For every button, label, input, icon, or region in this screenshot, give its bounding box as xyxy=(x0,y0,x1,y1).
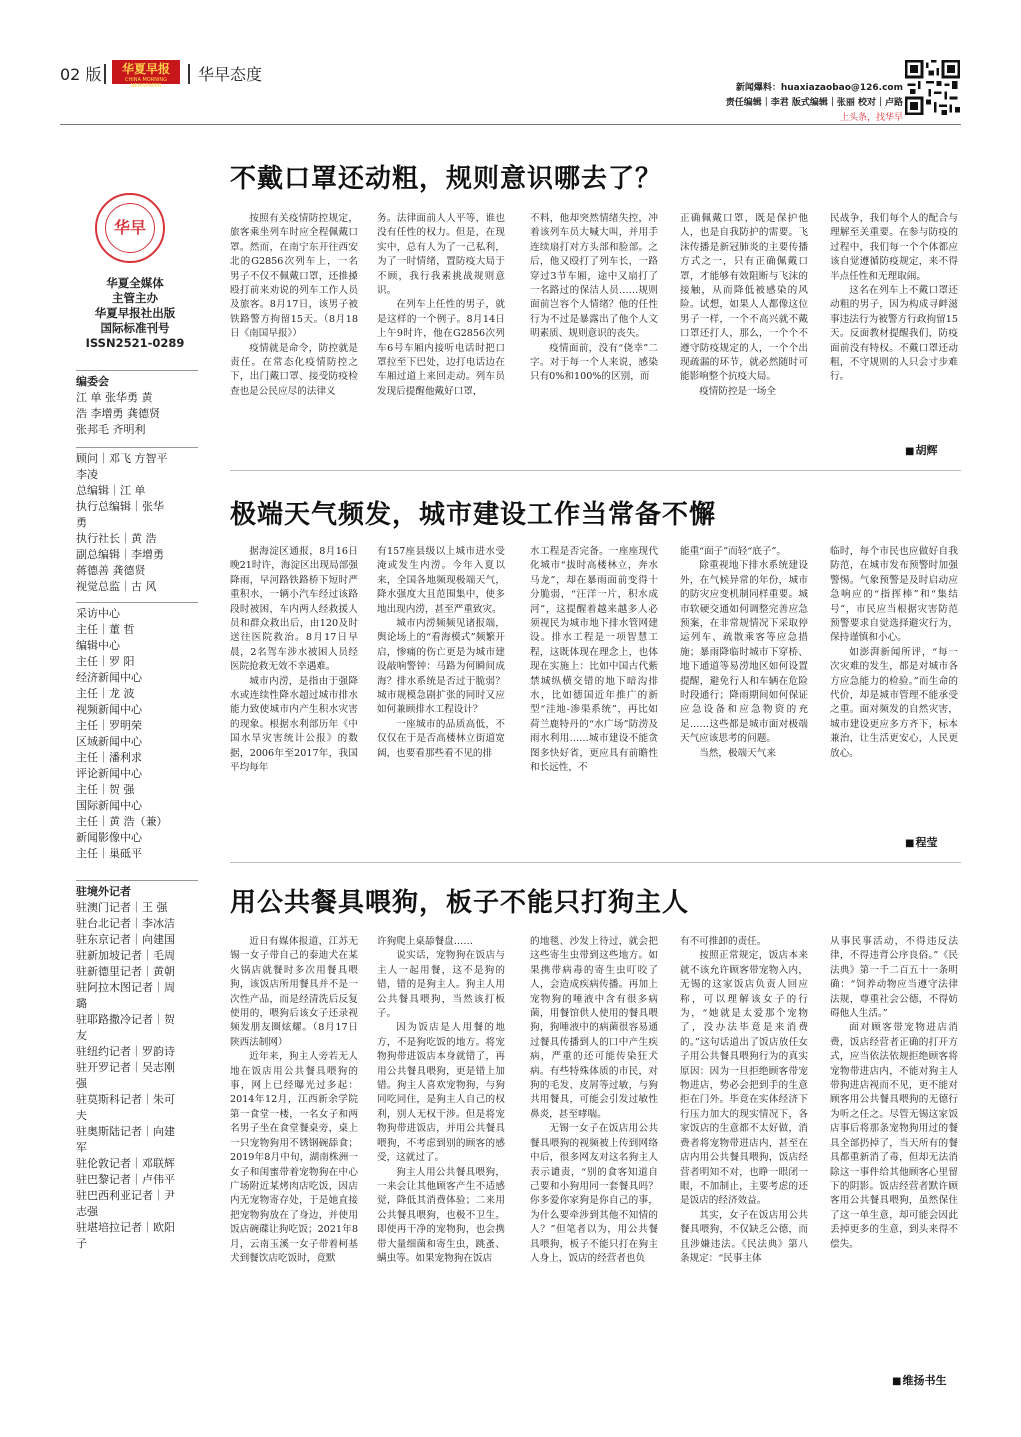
sidebar-line: 主任｜罗 阳 xyxy=(76,655,135,668)
sidebar-line: 勇 xyxy=(76,516,87,529)
sidebar-line: 驻新加坡记者｜毛周 xyxy=(76,949,175,962)
editors-line: 责任编辑｜李君 版式编辑｜张丽 校对｜卢路 xyxy=(725,98,903,108)
article-column xyxy=(377,212,505,462)
article-paragraph: 有157座县级以上城市进水受淹或发生内涝。今年入夏以来，全国各地频现极端天气，降水强度大且范围集中，使多地出现内涝，甚至严重致灾。 xyxy=(377,546,505,615)
sidebar-line: 顾问｜邓飞 方智平 xyxy=(76,452,168,465)
article-paragraph: 狗主人用公共餐具喂狗，一来会让其他顾客产生不适感觉，降低其消费体验；二来用公共餐具喂狗，也极不卫生。即使再干净的宠物狗，也会携带大量细菌和寄生虫，跳蚤、螨虫等。如果宠物狗在饭店 xyxy=(377,1166,505,1264)
sidebar-line: 采访中心 xyxy=(76,607,120,620)
article-paragraph: 有不可推卸的责任。 xyxy=(680,936,767,947)
article-paragraph: 从事民事活动，不得违反法律，不得违背公序良俗。”《民法典》第一千二百五十一条明确：“饲养动物应当遵守法律法规，尊重社会公德，不得妨碍他人生活。” xyxy=(830,936,958,1020)
article-author: ■ 胡辉 xyxy=(905,442,937,458)
article-paragraph: 城市内涝频频见诸报端，舆论场上的“看海模式”频繁开启，惨痛的伤亡更是为城市建设敲响警钟：马路为何瞬间成海？排水系统是否过于脆弱？城市规模急剧扩张的同时又应如何兼顾排水工程设计？ xyxy=(377,618,505,716)
sidebar-line: 驻堪培拉记者｜欧阳 xyxy=(76,1221,175,1234)
sidebar-line: 驻东京记者｜向建国 xyxy=(76,933,175,946)
sidebar-line: 浩 李增勇 龚德贤 xyxy=(76,407,160,420)
sidebar-line: 张邦毛 齐明利 xyxy=(76,423,146,436)
sidebar-divider xyxy=(76,602,198,603)
sidebar-line: 主任｜罗明荣 xyxy=(76,719,142,732)
overseas-reporters-list xyxy=(76,884,198,1252)
article-paragraph: 能重“面子”而轻“底子”。 xyxy=(680,546,786,557)
editorial-board xyxy=(76,374,198,438)
newspaper-logo xyxy=(112,60,180,89)
article-paragraph: 不料，他却突然情绪失控，冲着该列车员大喊大叫，并用手连续扇打对方头部和脸部。之后，他又殴打了列车长，一路穿过3节车厢，途中又扇打了一名路过的保洁人员……规则面前岂容个人情绪？他的任性行为不过是暴露出了他个人文明素质、规则意识的丧失。 xyxy=(530,213,658,340)
article-column xyxy=(230,212,358,462)
article-paragraph: 水工程是否完备。一座座现代化城市“拔时高楼林立，奔水马龙”，却在暴雨面前变得十分脆弱，“汪洋一片，积水成河”，这提醒着越来越多人必须视民为城市地下排水管网建设。排水工程是一项智慧工程，这既体现在理念上，也体现在实施上：比如中国古代紫禁城纵横交错的地下暗沟排水，比如德国近年推广的新型“洼地-渗渠系统”，再比如荷兰鹿特丹的“水广场”防涝及雨水利用……城市建设不能贪图多快好省，更应具有前瞻性和长远性，不 xyxy=(530,546,658,774)
sidebar-line: 评论新闻中心 xyxy=(76,767,142,780)
article-column xyxy=(530,935,658,1385)
sidebar-line: 视觉总监｜古 风 xyxy=(76,580,157,593)
article-column xyxy=(680,545,808,855)
article-paragraph: 无锡一女子在饭店用公共餐具喂狗的视频被上传到网络中后，很多网友对这名狗主人表示谴责，“别的食客知道自己要和小狗用同一套餐具吗？你多爱你家狗是你自己的事，为什么要牵涉到其他不知情的人？”但笔者以为，用公共餐具喂狗，板子不能只打在狗主人身上，饭店的经营者也负 xyxy=(530,1123,658,1264)
sidebar-line: 驻奥斯陆记者｜向建 xyxy=(76,1125,175,1138)
sidebar-line: 执行社长｜黄 浩 xyxy=(76,532,157,545)
newspaper-seal-icon xyxy=(95,193,165,263)
section-title: 华早态度 xyxy=(198,65,263,84)
sidebar-line: 副总编辑｜李增勇 xyxy=(76,548,164,561)
article-column xyxy=(230,935,358,1385)
article-column xyxy=(830,935,958,1385)
sidebar-line: 子 xyxy=(76,1237,87,1250)
article-paragraph: 临时，每个市民也应做好自我防范，在城市发布预警时加强警惕。气象预警是及时启动应急响应的“指挥棒”和“集结号”，市民应当根据灾害防范预警要求自觉选择避灾行为，保持谨慎和小心。 xyxy=(830,546,958,644)
management-list xyxy=(76,451,198,595)
sidebar-line: 驻巴黎记者｜卢伟平 xyxy=(76,1173,175,1186)
sidebar-line: 驻澳门记者｜王 强 xyxy=(76,901,168,914)
logo-text: 华夏早报 xyxy=(121,62,170,76)
article-paragraph: 许狗爬上桌舔餐盘…… xyxy=(377,936,473,947)
sidebar-line: 军 xyxy=(76,1141,87,1154)
publisher-line: ISSN2521-0289 xyxy=(85,336,185,350)
sidebar-line: 驻开罗记者｜吴志刚 xyxy=(76,1061,175,1074)
sidebar-line: 驻伦敦记者｜邓联辉 xyxy=(76,1157,175,1170)
article-paragraph: 其实，女子在饭店用公共餐具喂狗，不仅缺乏公德，而且涉嫌违法。《民法典》第八条规定：“民事主体 xyxy=(680,1209,808,1264)
sidebar-line: 主任｜黄 浩（兼） xyxy=(76,815,168,828)
sidebar-divider xyxy=(76,447,198,448)
sidebar-line: 江 单 张华勇 黄 xyxy=(76,391,153,404)
sidebar-line: 主任｜潘利求 xyxy=(76,751,142,764)
sidebar-line: 蒋德善 龚德贤 xyxy=(76,564,146,577)
article-column xyxy=(230,545,358,855)
sidebar-line: 驻新德里记者｜黄朝 xyxy=(76,965,175,978)
sidebar-line: 主任｜龙 波 xyxy=(76,687,135,700)
article-author: ■ 程莹 xyxy=(905,834,937,850)
article-column xyxy=(830,212,958,462)
article-title: 极端天气频发，城市建设工作当常备不懈 xyxy=(230,500,717,530)
sidebar-line: 璐 xyxy=(76,997,87,1010)
header-rule xyxy=(60,124,961,125)
sidebar-line: 主任｜董 哲 xyxy=(76,623,135,636)
article-paragraph: 城市内涝，是指由于强降水或连续性降水超过城市排水能力致使城市内产生积水灾害的现象。根据水利部历年《中国水旱灾害统计公报》的数据，2006年至2017年，我国平均每年 xyxy=(230,675,358,774)
seal-text: 华早 xyxy=(105,203,155,253)
publisher-line: 华夏全媒体 xyxy=(106,276,164,290)
sidebar-line: 驻阿拉木图记者｜周 xyxy=(76,981,175,994)
article-paragraph: 近年来，狗主人旁若无人地在饭店用公共餐具喂狗的事，网上已经曝光过多起：2014年12月，江西新余学院第一食堂一楼，一名女子和两名男子坐在食堂餐桌旁，桌上一只宠物狗用不锈钢碗舔食；2019年8月中旬，湖南株洲一女子和闺蜜带着宠物狗在中心广场附近某烤肉店吃饭，因店内无宠物寄存处，于是她直接把宠物狗放在了身边，并使用饭店碗碟让狗吃饭；2021年8月，云南玉溪一女子带着柯基犬到餐饮店吃饭时，竟默 xyxy=(230,1051,358,1264)
article-paragraph: 面对顾客带宠物进店消费，饭店经营者正确的打开方式，应当依法依规拒绝顾客将宠物带进店内，不能对狗主人带狗进店视而不见，更不能对顾客用公共餐具喂狗的无德行为听之任之。尽管无锡这家饭店事后将那条宠物狗用过的餐具全部扔掉了，当天所有的餐具都重新消了毒，但却无法消除这一事件给其他顾客心里留下的阴影。饭店经营者默许顾客用公共餐具喂狗，虽然保住了这一单生意，却可能会因此丢掉更多的生意，到头来得不偿失。 xyxy=(830,1022,958,1250)
sidebar-line: 驻巴西利亚记者｜尹 xyxy=(76,1189,175,1202)
sidebar-line: 新闻影像中心 xyxy=(76,831,142,844)
article-paragraph: 如澎湃新闻所评，“每一次灾难的发生，都是对城市各方应急能力的检验。”而生命的代价，却是城市管理不能承受之重。面对频发的自然灾害，城市建设更应多方齐下，标本兼治，让生活更安心，人民更放心。 xyxy=(830,646,958,759)
header-divider xyxy=(104,64,106,84)
sidebar-line: 驻纽约记者｜罗韵诗 xyxy=(76,1045,175,1058)
article-divider xyxy=(230,470,961,471)
article-paragraph: 这名在列车上不戴口罩还动粗的男子，因为构成寻衅滋事违法行为被警方行政拘留15天。反面教材提醒我们，防疫面前没有特权。不戴口罩还动粗，不守规则的人只会寸步难行。 xyxy=(830,285,958,383)
slogan: 上头条，找华早 xyxy=(839,113,903,123)
article-paragraph: 正确佩戴口罩，既是保护他人，也是自我防护的需要。飞沫传播是新冠肺炎的主要传播方式之一，只有正确佩戴口罩，才能够有效阻断与飞沫的接触，从而降低被感染的风险。试想，如果人人都像这位男子一样，一个不高兴就不戴口罩还打人，那么，一个个不遵守防疫规定的人，一个个出现疏漏的环节，就必然随时可能影响整个抗疫大局。 xyxy=(680,213,808,383)
sidebar-line: 李凌 xyxy=(76,468,98,481)
article-paragraph: 近日有媒体报道，江苏无锡一女子带自己的泰迪犬在某火锅店就餐时多次用餐具喂狗，该饭店所用餐具并不是一次性产品，而是经清洗后反复使用的，喂狗后该女子还录视频发朋友圈炫耀。（8月17日陕西法制网） xyxy=(230,936,358,1048)
news-centers-list xyxy=(76,606,198,862)
logo-subtext: CHINA MORNING NEWSPAPER xyxy=(124,77,168,89)
sidebar-line: 国际新闻中心 xyxy=(76,799,142,812)
article-paragraph: 据海淀区通报，8月16日晚21时许，海淀区出现局部强降雨，早河路铁路桥下短时严重积水，一辆小汽车经过该路段时被困，车内两人经救援人员和群众救出后，由120及时送往医院救治。8月17日早晨，2名驾车涉水被困人员经医院抢救无效不幸遇难。 xyxy=(230,546,358,673)
article-paragraph: 按照有关疫情防控规定，旅客乘坐列车时应全程佩戴口罩。然而，在南宁东开往西安北的G2856次列车上，一名男子不仅不佩戴口罩，还推搡殴打前来劝说的列车工作人员及旅客。8月17日，该男子被铁路警方拘留15天。（8月18日《南国早报》） xyxy=(230,213,358,340)
sidebar-line: 视频新闻中心 xyxy=(76,703,142,716)
sidebar-divider xyxy=(76,370,198,371)
sidebar-line: 经济新闻中心 xyxy=(76,671,142,684)
article-column xyxy=(680,935,808,1385)
article-column xyxy=(377,545,505,855)
article-paragraph: 疫情面前，没有“侥幸”二字。对于每一个人来说，感染只有0%和100%的区别，而 xyxy=(530,342,658,383)
page-number: 02 版 xyxy=(60,65,102,84)
article-author: ■ 维扬书生 xyxy=(892,1372,946,1388)
article-paragraph: 当然，极端天气来 xyxy=(699,747,776,759)
sidebar-line: 驻耶路撒冷记者｜贺 xyxy=(76,1013,175,1026)
sidebar-line: 总编辑｜江 单 xyxy=(76,484,146,497)
article-paragraph: 一座城市的品质高低，不仅仅在于是否高楼林立街道宽阔，也要看那些看不见的排 xyxy=(377,718,505,759)
header-divider xyxy=(188,64,190,84)
sidebar-line: 编辑中心 xyxy=(76,639,120,652)
article-paragraph: 的地毯、沙发上待过，就会把这些寄生虫带到这些地方。如果携带病毒的寄生虫叮咬了人，会造成疾病传播。再加上宠物狗的唾液中含有很多病菌，用餐馆供人使用的餐具喂狗，狗唾液中的病菌很容易通过餐具传播到人的口中产生疾病，严重的还可能传染狂犬病。有些特殊体质的市民，对狗的毛发、皮屑等过敏，与狗共用餐具，可能会引发过敏性鼻炎，甚至哮喘。 xyxy=(530,936,658,1120)
sidebar-line: 驻境外记者 xyxy=(76,885,131,898)
sidebar-line: 编委会 xyxy=(76,375,109,388)
sidebar-line: 驻莫斯科记者｜朱可 xyxy=(76,1093,175,1106)
sidebar-line: 志强 xyxy=(76,1205,98,1218)
publisher-line: 主管主办 xyxy=(112,291,158,305)
article-paragraph: 疫情防控是一场全 xyxy=(699,385,776,397)
publisher-line: 华夏早报社出版 xyxy=(94,306,176,320)
article-paragraph: 民战争，我们每个人的配合与理解至关重要。在参与防疫的过程中，我们每一个个体都应该自觉遵循防疫规定，来不得半点任性和无理取闹。 xyxy=(830,213,958,282)
article-paragraph: 除重视地下排水系统建设外，在气候异常的年份，城市的防灾应变机制同样重要。城市软硬交通如何调整完善应急预案，在非常规情况下采取停运列车、疏散乘客等应急措施；暴雨降临时城市下穿桥、地下通道等易涝地区如何设置提醒，避免行人和车辆在危险时段通行；降雨期间如何保证应急设备和应急物资的充足……这些都是城市面对极端天气应该思考的问题。 xyxy=(680,560,808,745)
sidebar-line: 驻台北记者｜李冰洁 xyxy=(76,917,175,930)
sidebar-divider xyxy=(76,880,198,881)
qr-code-icon[interactable] xyxy=(905,60,960,115)
article-title: 用公共餐具喂狗，板子不能只打狗主人 xyxy=(230,888,690,918)
article-paragraph: 在列车上任性的男子，就是这样的一个例子。8月14日上午9时许，他在G2856次列车6号车厢内接听电话时把口罩拉至下巴处，边打电话边在车厢过道上来回走动。列车员发现后提醒他戴好口罩， xyxy=(377,299,505,397)
article-title: 不戴口罩还动粗，规则意识哪去了？ xyxy=(230,164,663,194)
article-column xyxy=(530,545,658,855)
article-paragraph: 务。法律面前人人平等，谁也没有任性的权力。但是，在现实中，总有人为了一己私利，为了一时情绪，置防疫大局于不顾，我行我素挑战规则意识。 xyxy=(377,213,505,297)
article-column xyxy=(377,935,505,1385)
sidebar-line: 主任｜贺 强 xyxy=(76,783,135,796)
hotline: 新闻爆料：huaxiazaobao@126.com xyxy=(735,83,903,93)
article-divider xyxy=(230,862,961,863)
article-paragraph: 疫情就是命令，防控就是责任。在常态化疫情防控之下，出门戴口罩、接受防疫检查也是公民应尽的法律义 xyxy=(230,342,358,397)
article-column xyxy=(830,545,958,855)
sidebar-line: 区域新闻中心 xyxy=(76,735,142,748)
sidebar-line: 主任｜巢砥平 xyxy=(76,847,142,860)
article-column xyxy=(680,212,808,462)
publisher-line: 国际标准刊号 xyxy=(100,321,170,335)
article-paragraph: 说实话，宠物狗在饭店与主人一起用餐，这不是狗的错，错的是狗主人。狗主人用公共餐具喂狗，当然该打板子。 xyxy=(377,950,505,1020)
sidebar-line: 友 xyxy=(76,1029,87,1042)
article-paragraph: 按照正常规定，饭店本来就不该允许顾客带宠物入内，无锡的这家饭店负责人回应称，可以理解该女子的行为，“她就是太爱那个宠物了，没办法毕竟是来消费的。”这句话道出了饭店放任女子用公共餐具喂狗行为的真实原因：因为一旦拒绝顾客带宠物进店，势必会把到手的生意拒在门外。毕竟在实体经济下行压力加大的现实情况下，各家饭店的生意都不太好做，消费者将宠物带进店内，甚至在店内用公共餐具喂狗，饭店经营者明知不对，也睁一眼闭一眼，不加制止，主要考虑的还是饭店的经济效益。 xyxy=(680,950,808,1207)
sidebar-line: 夫 xyxy=(76,1109,87,1122)
sidebar-line: 执行总编辑｜张华 xyxy=(76,500,164,513)
article-paragraph: 因为饭店是人用餐的地方，不是狗吃饭的地方。将宠物狗带进饭店本身就错了，再用公共餐具喂狗，更是错上加错。狗主人喜欢宠物狗，与狗同吃同住，是狗主人自己的权利，别人无权干涉。但是将宠物狗带进饭店，并用公共餐具喂狗，不考虑到别的顾客的感受，这就过了。 xyxy=(377,1022,505,1164)
sidebar-line: 强 xyxy=(76,1077,87,1090)
article-column xyxy=(530,212,658,462)
publisher-info xyxy=(60,276,210,351)
